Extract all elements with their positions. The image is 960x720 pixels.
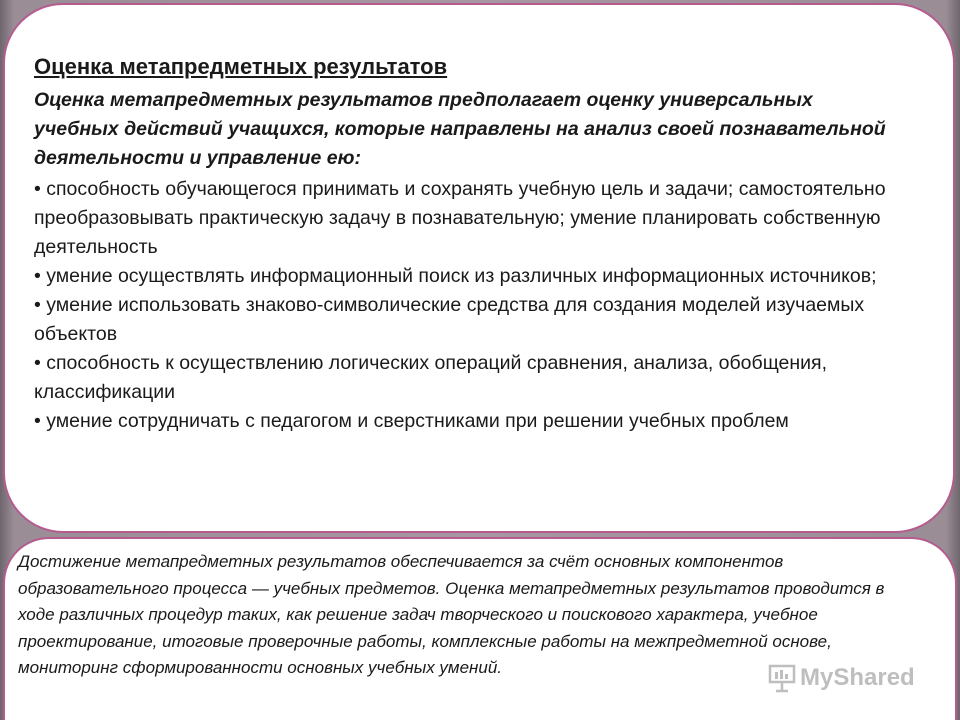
bullet-text: умение осуществлять информационный поиск из различных информационных источников;	[46, 265, 877, 287]
bullet-marker: •	[34, 178, 41, 200]
watermark-logo	[768, 660, 928, 696]
watermark-text: MyShared	[800, 664, 915, 691]
list-item	[34, 175, 914, 262]
presentation-icon	[768, 663, 796, 693]
list-item	[34, 407, 914, 436]
bullet-marker: •	[34, 265, 41, 287]
intro-paragraph: Оценка метапредметных результатов предполагает оценку универсальных учебных действий учащихся, которые направлены на анализ своей познавательной деятельности и управление ею:	[34, 89, 886, 169]
list-item	[34, 349, 914, 407]
bullet-list	[34, 175, 914, 436]
bullet-marker: •	[34, 294, 41, 316]
bullet-marker: •	[34, 352, 41, 374]
list-item	[34, 291, 914, 349]
bullet-text: способность к осуществлению логических операций сравнения, анализа, обобщения, классификации	[34, 352, 828, 403]
slide-heading: Оценка метапредметных результатов	[34, 54, 448, 79]
summary-paragraph: Достижение метапредметных результатов обеспечивается за счёт основных компонентов образовательного процесса — учебных предметов. Оценка метапредметных результатов проводится в ходе различных процедур таких, как решение задач творческого и поискового характера, учебное проектирование, итоговые проверочные работы, комплексные работы на межпредметной основе, мониторинг сформированности основных учебных умений.	[18, 552, 885, 677]
bullet-text: умение сотрудничать с педагогом и сверстниками при решении учебных проблем	[46, 410, 789, 432]
list-item	[34, 262, 914, 291]
bullet-text: способность обучающегося принимать и сохранять учебную цель и задачи; самостоятельно преобразовывать практическую задачу в познавательную; умение планировать собственную деятельность	[34, 178, 886, 258]
bullet-text: умение использовать знаково-символические средства для создания моделей изучаемых объектов	[34, 294, 865, 345]
bullet-marker: •	[34, 410, 41, 432]
